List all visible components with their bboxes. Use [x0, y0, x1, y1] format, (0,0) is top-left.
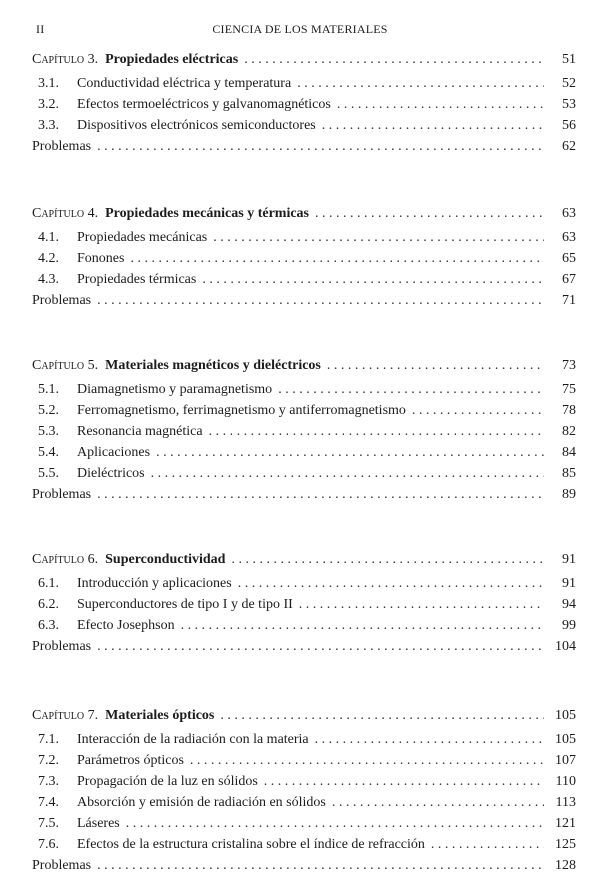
page-number: 52 [562, 76, 576, 91]
page-number: 121 [555, 816, 576, 831]
dot-leader [244, 48, 544, 71]
dot-leader [97, 136, 544, 157]
chapter-title: Materiales magnéticos y dieléctricos [105, 358, 321, 373]
page-number: 89 [562, 487, 576, 502]
chapter-heading[interactable] [32, 202, 576, 225]
chapter-7 [32, 704, 576, 876]
toc-section[interactable] [32, 792, 576, 813]
toc-section[interactable] [32, 227, 576, 248]
page-number: 63 [562, 206, 576, 221]
dot-leader [337, 94, 544, 115]
toc-section[interactable] [32, 400, 576, 421]
toc-section[interactable] [32, 379, 576, 400]
section-number: 6.3. [38, 618, 59, 633]
toc-section[interactable] [32, 771, 576, 792]
page-number: 105 [555, 708, 576, 723]
chapter-heading[interactable] [32, 48, 576, 71]
page-number: 105 [555, 732, 576, 747]
dot-leader [151, 463, 544, 484]
chapter-title: Propiedades mecánicas y térmicas [105, 206, 309, 221]
section-number: 6.1. [38, 576, 59, 591]
page-number: 56 [562, 118, 576, 133]
section-title: Dieléctricos [77, 466, 145, 481]
toc-section[interactable] [32, 594, 576, 615]
chapter-label: Capítulo 5. [32, 358, 99, 373]
section-number: 5.1. [38, 382, 59, 397]
page-number: 125 [555, 837, 576, 852]
page-number: 104 [555, 639, 576, 654]
dot-leader [97, 855, 544, 876]
toc-section[interactable] [32, 269, 576, 290]
dot-leader [220, 704, 544, 727]
section-number: 6.2. [38, 597, 59, 612]
problems-label: Problemas [32, 293, 92, 308]
section-number: 7.6. [38, 837, 59, 852]
toc-section[interactable] [32, 94, 576, 115]
section-number: 7.2. [38, 753, 59, 768]
problems-entry[interactable] [32, 484, 576, 505]
page-number: 73 [562, 358, 576, 373]
toc-section[interactable] [32, 834, 576, 855]
problems-label: Problemas [32, 858, 92, 873]
page-number: 67 [562, 272, 576, 287]
page-number: 51 [562, 52, 576, 67]
dot-leader [315, 729, 544, 750]
header-book-title: CIENCIA DE LOS MATERIALES [212, 22, 388, 36]
dot-leader [209, 421, 544, 442]
chapter-5 [32, 354, 576, 505]
page-number: 91 [562, 552, 576, 567]
toc-section[interactable] [32, 813, 576, 834]
dot-leader [97, 484, 544, 505]
section-title: Interacción de la radiación con la materia [77, 732, 309, 747]
section-title: Efecto Josephson [77, 618, 175, 633]
chapter-title: Propiedades eléctricas [105, 52, 239, 67]
section-number: 5.2. [38, 403, 59, 418]
dot-leader [315, 202, 544, 225]
dot-leader [213, 227, 544, 248]
page-number: 62 [562, 139, 576, 154]
section-number: 4.2. [38, 251, 59, 266]
toc-section[interactable] [32, 115, 576, 136]
dot-leader [130, 248, 544, 269]
dot-leader [97, 636, 544, 657]
section-title: Resonancia magnética [77, 424, 203, 439]
dot-leader [332, 792, 544, 813]
toc-section[interactable] [32, 573, 576, 594]
chapter-heading[interactable] [32, 354, 576, 377]
page-number: 85 [562, 466, 576, 481]
page-number: 94 [562, 597, 576, 612]
dot-leader [322, 115, 544, 136]
dot-leader [431, 834, 544, 855]
chapter-4 [32, 202, 576, 311]
problems-label: Problemas [32, 639, 92, 654]
page-number: 53 [562, 97, 576, 112]
toc-section[interactable] [32, 421, 576, 442]
problems-entry[interactable] [32, 290, 576, 311]
chapter-heading[interactable] [32, 704, 576, 727]
section-title: Propagación de la luz en sólidos [77, 774, 258, 789]
dot-leader [327, 354, 544, 377]
dot-leader [238, 573, 544, 594]
dot-leader [181, 615, 544, 636]
toc-section[interactable] [32, 73, 576, 94]
problems-entry[interactable] [32, 136, 576, 157]
chapter-title: Superconductividad [105, 552, 226, 567]
section-title: Efectos termoeléctricos y galvanomagnéticos [77, 97, 331, 112]
problems-label: Problemas [32, 487, 92, 502]
dot-leader [264, 771, 544, 792]
section-title: Propiedades mecánicas [77, 230, 208, 245]
section-title: Láseres [77, 816, 120, 831]
toc-section[interactable] [32, 248, 576, 269]
section-number: 5.3. [38, 424, 59, 439]
chapter-label: Capítulo 3. [32, 52, 99, 67]
page-number: 99 [562, 618, 576, 633]
section-number: 5.4. [38, 445, 59, 460]
section-number: 3.1. [38, 76, 59, 91]
toc-section[interactable] [32, 750, 576, 771]
section-number: 7.5. [38, 816, 59, 831]
header-page-number: II [36, 22, 45, 36]
problems-entry[interactable] [32, 855, 576, 876]
section-number: 7.1. [38, 732, 59, 747]
chapter-title: Materiales ópticos [105, 708, 215, 723]
chapter-3 [32, 48, 576, 157]
page-number: 113 [555, 795, 576, 810]
page-number: 84 [562, 445, 576, 460]
section-title: Parámetros ópticos [77, 753, 184, 768]
page-number: 75 [562, 382, 576, 397]
chapter-label: Capítulo 7. [32, 708, 99, 723]
running-header [36, 22, 564, 38]
page-number: 128 [555, 858, 576, 873]
page-number: 63 [562, 230, 576, 245]
page-number: 91 [562, 576, 576, 591]
page-number: 78 [562, 403, 576, 418]
dot-leader [297, 73, 544, 94]
page-number: 65 [562, 251, 576, 266]
section-title: Fonones [77, 251, 125, 266]
section-title: Introducción y aplicaciones [77, 576, 232, 591]
page-number: 107 [555, 753, 576, 768]
chapter-label: Capítulo 6. [32, 552, 99, 567]
section-number: 5.5. [38, 466, 59, 481]
dot-leader [299, 594, 544, 615]
dot-leader [126, 813, 544, 834]
dot-leader [202, 269, 544, 290]
problems-entry[interactable] [32, 636, 576, 657]
section-title: Absorción y emisión de radiación en sólidos [77, 795, 326, 810]
dot-leader [97, 290, 544, 311]
section-number: 7.3. [38, 774, 59, 789]
section-title: Aplicaciones [77, 445, 151, 460]
chapter-label: Capítulo 4. [32, 206, 99, 221]
problems-label: Problemas [32, 139, 92, 154]
section-title: Efectos de la estructura cristalina sobre el índice de refracción [77, 837, 425, 852]
section-number: 3.2. [38, 97, 59, 112]
section-title: Propiedades térmicas [77, 272, 197, 287]
page-number: 82 [562, 424, 576, 439]
section-title: Diamagnetismo y paramagnetismo [77, 382, 273, 397]
section-title: Dispositivos electrónicos semiconductores [77, 118, 316, 133]
section-number: 7.4. [38, 795, 59, 810]
toc-section[interactable] [32, 463, 576, 484]
page-number: 110 [555, 774, 576, 789]
page-number: 71 [562, 293, 576, 308]
dot-leader [412, 400, 544, 421]
chapter-heading[interactable] [32, 548, 576, 571]
dot-leader [231, 548, 544, 571]
dot-leader [156, 442, 544, 463]
section-title: Conductividad eléctrica y temperatura [77, 76, 292, 91]
section-number: 4.3. [38, 272, 59, 287]
chapter-6 [32, 548, 576, 657]
toc-section[interactable] [32, 615, 576, 636]
dot-leader [190, 750, 544, 771]
dot-leader [278, 379, 544, 400]
section-number: 3.3. [38, 118, 59, 133]
section-number: 4.1. [38, 230, 59, 245]
toc-section[interactable] [32, 442, 576, 463]
section-title: Superconductores de tipo I y de tipo II [77, 597, 293, 612]
section-title: Ferromagnetismo, ferrimagnetismo y antiferromagnetismo [77, 403, 406, 418]
toc-section[interactable] [32, 729, 576, 750]
